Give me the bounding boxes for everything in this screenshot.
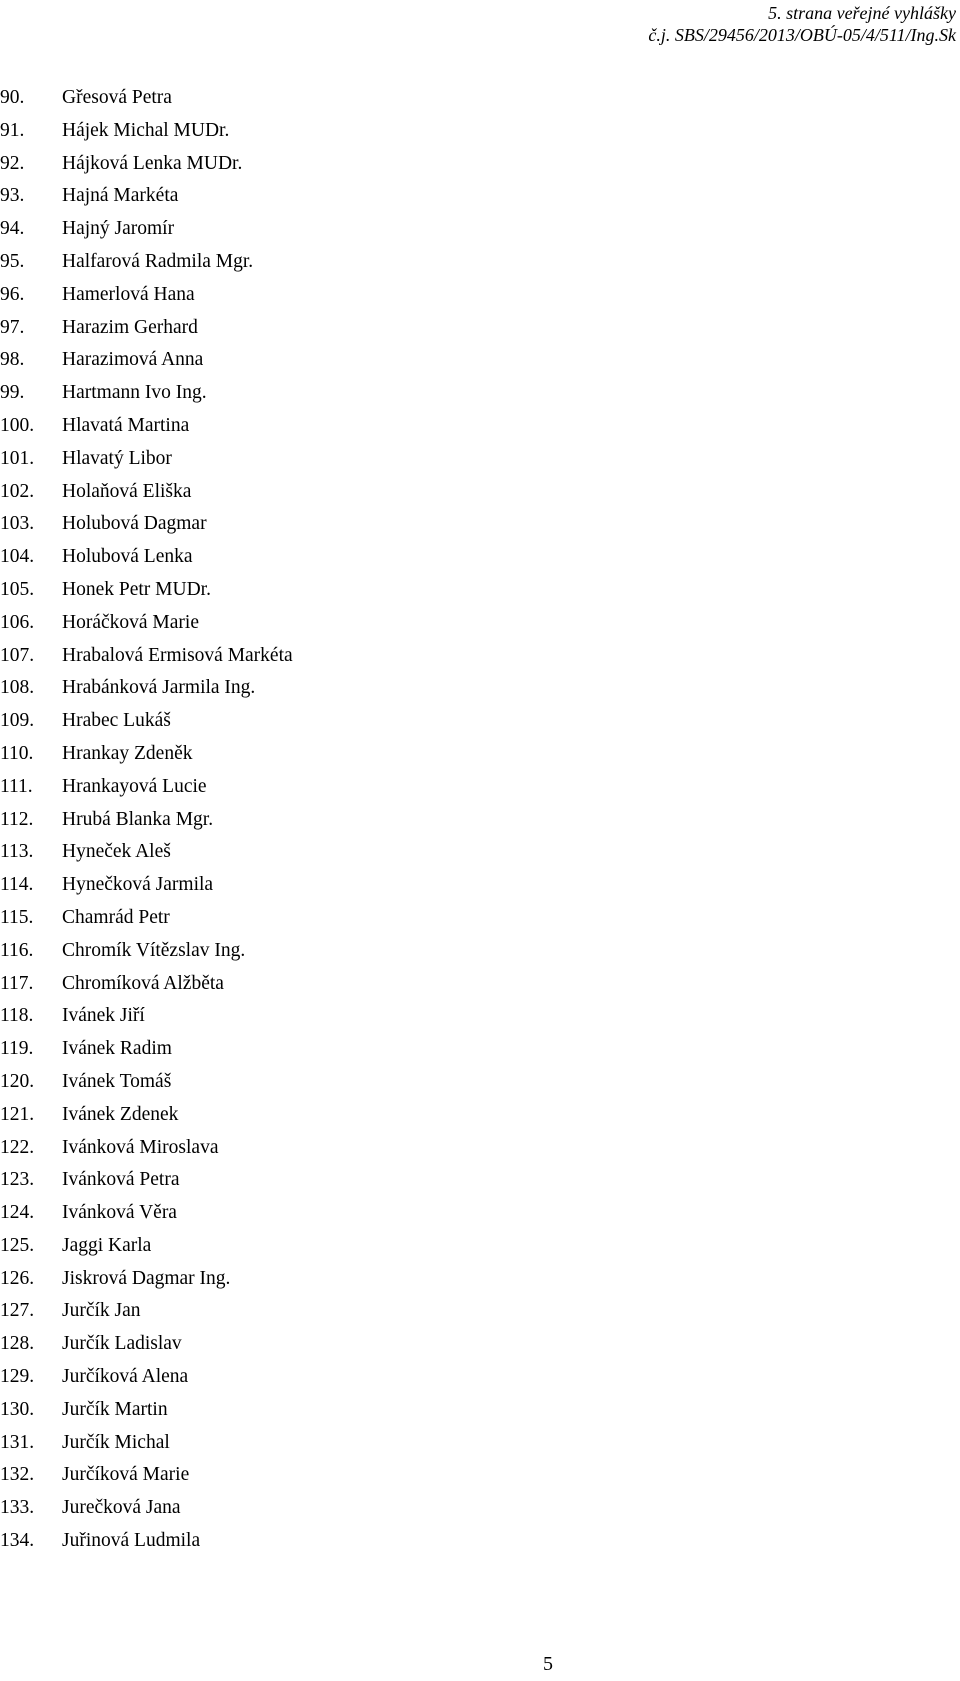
list-item-number: 132.: [0, 1464, 35, 1486]
list-item-name: Ivánková Miroslava: [62, 1136, 219, 1158]
list-item-name: Holaňová Eliška: [62, 480, 192, 502]
list-item: [0, 1000, 293, 1033]
list-item-name: Hartmann Ivo Ing.: [62, 382, 207, 404]
list-item: [0, 148, 293, 181]
list-item-name: Jurčík Jan: [62, 1300, 141, 1322]
page-header: [648, 2, 956, 46]
list-item: [0, 771, 293, 804]
list-item: [0, 1033, 293, 1066]
list-item-number: 126.: [0, 1267, 35, 1289]
list-item-name: Ivánek Radim: [62, 1038, 172, 1060]
list-item-number: 131.: [0, 1431, 35, 1453]
list-item-name: Ivánková Petra: [62, 1169, 180, 1191]
list-item-number: 90.: [0, 87, 25, 108]
list-item: [0, 935, 293, 968]
list-item-name: Chromíková Alžběta: [62, 972, 224, 994]
list-item-number: 122.: [0, 1136, 35, 1158]
list-item-number: 119.: [0, 1038, 34, 1060]
list-item-name: Ivánek Zdenek: [62, 1103, 179, 1125]
list-item-name: Hrankay Zdeněk: [62, 742, 193, 764]
list-item-name: Harazim Gerhard: [62, 316, 198, 338]
list-item: [0, 541, 293, 574]
list-item: [0, 279, 293, 312]
list-item: [0, 1492, 293, 1525]
list-item-number: 109.: [0, 710, 35, 732]
list-item-number: 120.: [0, 1070, 35, 1092]
list-item-number: 99.: [0, 382, 25, 404]
list-item-number: 116.: [0, 939, 34, 961]
list-item-name: Chamrád Petr: [62, 906, 170, 928]
list-item-number: 130.: [0, 1398, 35, 1420]
list-item-name: Hajná Markéta: [62, 185, 179, 207]
name-list: [0, 82, 293, 1558]
list-item: [0, 1197, 293, 1230]
list-item-number: 95.: [0, 250, 25, 272]
list-item-number: 133.: [0, 1497, 35, 1519]
list-item-number: 91.: [0, 119, 25, 141]
list-item-name: Hrankayová Lucie: [62, 775, 207, 797]
list-item-name: Jurčík Michal: [62, 1431, 170, 1453]
list-item-name: Ivánek Tomáš: [62, 1070, 172, 1092]
list-item-name: Hrubá Blanka Mgr.: [62, 808, 214, 830]
list-item: [0, 1394, 293, 1427]
list-item-name: Jaggi Karla: [62, 1234, 152, 1256]
list-item-name: Jurčíková Marie: [62, 1464, 190, 1486]
list-item-name: Gřesová Petra: [62, 87, 172, 108]
list-item: [0, 1263, 293, 1296]
list-item: [0, 1361, 293, 1394]
list-item: [0, 836, 293, 869]
list-item-number: 129.: [0, 1366, 35, 1388]
list-item-name: Hájek Michal MUDr.: [62, 119, 230, 141]
list-item-number: 108.: [0, 677, 35, 699]
list-item-number: 115.: [0, 906, 34, 928]
list-item: [0, 115, 293, 148]
list-item-name: Jurčíková Alena: [62, 1366, 189, 1388]
list-item-name: Hrabec Lukáš: [62, 710, 171, 732]
list-item-number: 125.: [0, 1234, 35, 1256]
list-item-number: 134.: [0, 1530, 35, 1552]
list-item-name: Jurečková Jana: [62, 1497, 181, 1519]
list-item-number: 93.: [0, 185, 25, 207]
list-item-number: 103.: [0, 513, 35, 535]
list-item-number: 114.: [0, 874, 34, 896]
list-item-number: 123.: [0, 1169, 35, 1191]
list-item-name: Juřinová Ludmila: [62, 1530, 201, 1552]
list-item-name: Hyneček Aleš: [62, 841, 171, 863]
list-item: [0, 410, 293, 443]
list-item-name: Harazimová Anna: [62, 349, 204, 371]
list-item: [0, 213, 293, 246]
list-item-name: Holubová Lenka: [62, 546, 193, 568]
list-item-name: Holubová Dagmar: [62, 513, 207, 535]
list-item-number: 118.: [0, 1005, 34, 1027]
list-item: [0, 1525, 293, 1558]
list-item-name: Hajný Jaromír: [62, 218, 175, 240]
list-item-name: Hlavatý Libor: [62, 447, 172, 469]
list-item-number: 111.: [0, 775, 33, 797]
list-item-name: Ivánek Jiří: [62, 1005, 145, 1027]
list-item-number: 113.: [0, 841, 34, 863]
list-item: [0, 574, 293, 607]
list-item-name: Hájková Lenka MUDr.: [62, 152, 243, 174]
list-item: [0, 902, 293, 935]
list-item: [0, 640, 293, 673]
list-item-number: 124.: [0, 1202, 35, 1224]
list-item: [0, 1427, 293, 1460]
list-item: [0, 1164, 293, 1197]
list-item-number: 106.: [0, 611, 35, 633]
list-item: [0, 738, 293, 771]
list-item-number: 92.: [0, 152, 25, 174]
list-item-number: 107.: [0, 644, 35, 666]
list-item: [0, 344, 293, 377]
list-item-number: 105.: [0, 578, 35, 600]
list-item-number: 112.: [0, 808, 34, 830]
header-reference-number: č.j. SBS/29456/2013/OBÚ-05/4/511/Ing.Sk: [648, 25, 956, 45]
list-item-name: Honek Petr MUDr.: [62, 578, 211, 600]
list-item: [0, 312, 293, 345]
list-item-number: 96.: [0, 283, 25, 305]
list-item-name: Hamerlová Hana: [62, 283, 195, 305]
list-item-number: 121.: [0, 1103, 35, 1125]
list-item-name: Jiskrová Dagmar Ing.: [62, 1267, 231, 1289]
list-item: [0, 1459, 293, 1492]
list-item-name: Hrabánková Jarmila Ing.: [62, 677, 256, 699]
list-item: [0, 705, 293, 738]
list-item-number: 127.: [0, 1300, 35, 1322]
list-item: [0, 377, 293, 410]
list-item-name: Halfarová Radmila Mgr.: [62, 250, 254, 272]
list-item: [0, 246, 293, 279]
list-item-name: Hynečková Jarmila: [62, 874, 214, 896]
list-item-name: Hlavatá Martina: [62, 414, 190, 436]
list-item-name: Chromík Vítězslav Ing.: [62, 939, 246, 961]
list-item-name: Jurčík Martin: [62, 1398, 168, 1420]
list-item: [0, 672, 293, 705]
list-item: [0, 1066, 293, 1099]
list-item: [0, 82, 293, 115]
list-item-number: 98.: [0, 349, 25, 371]
list-item: [0, 804, 293, 837]
list-item: [0, 968, 293, 1001]
list-item: [0, 1230, 293, 1263]
list-item: [0, 443, 293, 476]
list-item: [0, 476, 293, 509]
list-item-name: Ivánková Věra: [62, 1202, 177, 1224]
list-item: [0, 180, 293, 213]
list-item: [0, 1295, 293, 1328]
list-item-number: 101.: [0, 447, 35, 469]
header-page-info: 5. strana veřejné vyhlášky: [768, 3, 956, 23]
page-number: 5: [543, 1653, 553, 1675]
list-item-name: Horáčková Marie: [62, 611, 199, 633]
list-item-number: 128.: [0, 1333, 35, 1355]
list-item: [0, 508, 293, 541]
list-item-number: 110.: [0, 742, 34, 764]
list-item-name: Jurčík Ladislav: [62, 1333, 182, 1355]
list-item-number: 117.: [0, 972, 34, 994]
list-item-number: 102.: [0, 480, 35, 502]
list-item-name: Hrabalová Ermisová Markéta: [62, 644, 293, 666]
list-item: [0, 1132, 293, 1165]
list-item-number: 94.: [0, 218, 25, 240]
list-item: [0, 1099, 293, 1132]
list-item-number: 104.: [0, 546, 35, 568]
list-item-number: 97.: [0, 316, 25, 338]
list-item-number: 100.: [0, 414, 35, 436]
list-item: [0, 1328, 293, 1361]
list-item: [0, 607, 293, 640]
list-item: [0, 869, 293, 902]
